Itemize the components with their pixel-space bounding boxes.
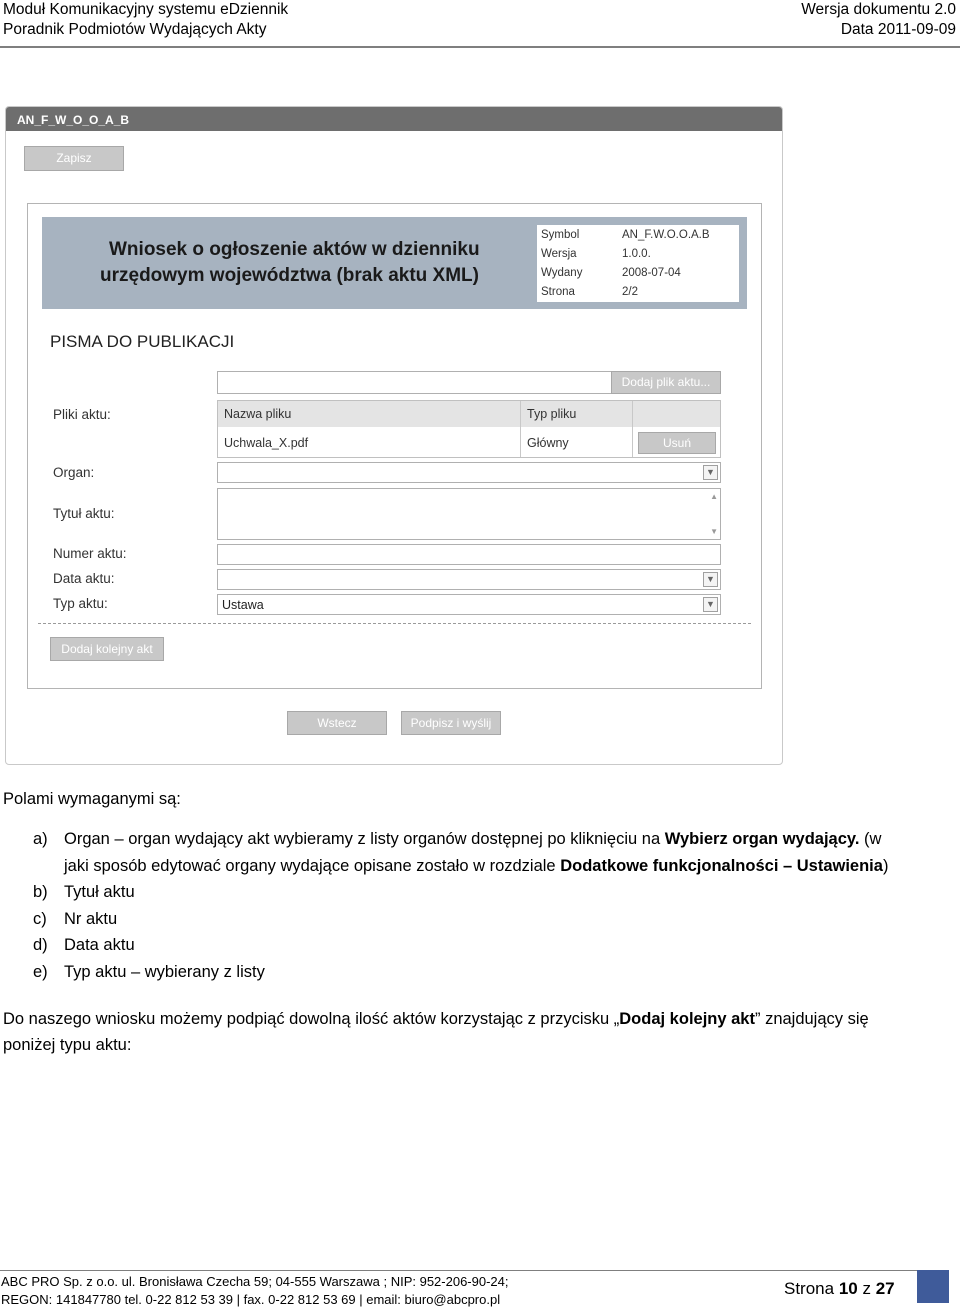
- type-select[interactable]: [217, 594, 721, 615]
- save-button[interactable]: Zapisz: [24, 146, 124, 171]
- label-title: Tytuł aktu:: [53, 506, 115, 521]
- page-corner-block: [917, 1270, 949, 1303]
- date-select[interactable]: [217, 569, 721, 590]
- back-button[interactable]: Wstecz: [287, 711, 387, 735]
- form-screenshot: [5, 106, 783, 765]
- intro-text: Polami wymaganymi są:: [3, 790, 181, 808]
- form-meta-box: Symbol AN_F.W.O.O.A.B Wersja 1.0.0. Wydany 2008-07-04 Strona 2/2: [537, 225, 739, 302]
- title-textarea[interactable]: [217, 488, 721, 540]
- chevron-down-icon[interactable]: ▼: [703, 597, 718, 612]
- chevron-down-icon[interactable]: ▼: [703, 572, 718, 587]
- header-guide-name: Poradnik Podmiotów Wydających Akty: [3, 21, 267, 38]
- scroll-up-icon[interactable]: ▲: [710, 492, 718, 501]
- chevron-down-icon[interactable]: ▼: [703, 465, 718, 480]
- footer-contact: REGON: 141847780 tel. 0-22 812 53 39 | fax. 0-22 812 53 69 | email: biuro@abcpro.pl: [1, 1292, 501, 1307]
- footer-address: ABC PRO Sp. z o.o. ul. Bronisława Czecha 59; 04-555 Warszawa ; NIP: 952-206-90-24;: [1, 1274, 509, 1289]
- file-table-header: [218, 401, 720, 427]
- organ-select[interactable]: [217, 462, 721, 483]
- add-next-act-button[interactable]: Dodaj kolejny akt: [50, 637, 164, 661]
- sign-send-button[interactable]: Podpisz i wyślij: [401, 711, 501, 735]
- header-module-name: Moduł Komunikacyjny systemu eDziennik: [3, 1, 289, 18]
- paragraph-line2: poniżej typu aktu:: [3, 1036, 132, 1054]
- col-type-header: Typ pliku: [527, 407, 577, 421]
- label-type: Typ aktu:: [53, 596, 108, 611]
- number-input[interactable]: [217, 544, 721, 565]
- file-name-cell: Uchwala_X.pdf: [224, 436, 309, 450]
- footer-rule: [0, 1270, 920, 1271]
- header-version: Wersja dokumentu 2.0: [801, 1, 956, 18]
- table-divider: [632, 401, 633, 457]
- label-files: Pliki aktu:: [53, 407, 111, 422]
- table-divider: [520, 401, 521, 457]
- scroll-down-icon[interactable]: ▼: [710, 527, 718, 536]
- paragraph-line1: Do naszego wniosku możemy podpiąć dowolną ilość aktów korzystając z przycisku „Dodaj kolejny akt” znajdujący się: [3, 1010, 869, 1028]
- form-title-line2: urzędowym województwa (brak aktu XML): [100, 265, 479, 286]
- label-number: Numer aktu:: [53, 546, 127, 561]
- window-title: AN_F_W_O_O_A_B: [6, 107, 782, 131]
- header-rule: [0, 46, 960, 48]
- form-title-line1: Wniosek o ogłoszenie aktów w dzienniku: [109, 239, 480, 260]
- header-date: Data 2011-09-09: [840, 21, 956, 38]
- file-table: [217, 400, 721, 458]
- label-organ: Organ:: [53, 465, 95, 480]
- type-value: Ustawa: [222, 598, 264, 612]
- form-header: [42, 217, 747, 309]
- page-number: Strona 10 z 27: [784, 1279, 895, 1298]
- add-file-button[interactable]: Dodaj plik aktu...: [611, 371, 721, 394]
- label-date: Data aktu:: [53, 571, 115, 586]
- file-type-cell: Główny: [527, 436, 569, 450]
- application-form: [27, 203, 762, 689]
- section-title: PISMA DO PUBLIKACJI: [50, 332, 235, 351]
- divider: [38, 623, 751, 624]
- col-name-header: Nazwa pliku: [224, 407, 292, 421]
- page-header: [0, 0, 960, 48]
- delete-file-button[interactable]: Usuń: [638, 432, 716, 454]
